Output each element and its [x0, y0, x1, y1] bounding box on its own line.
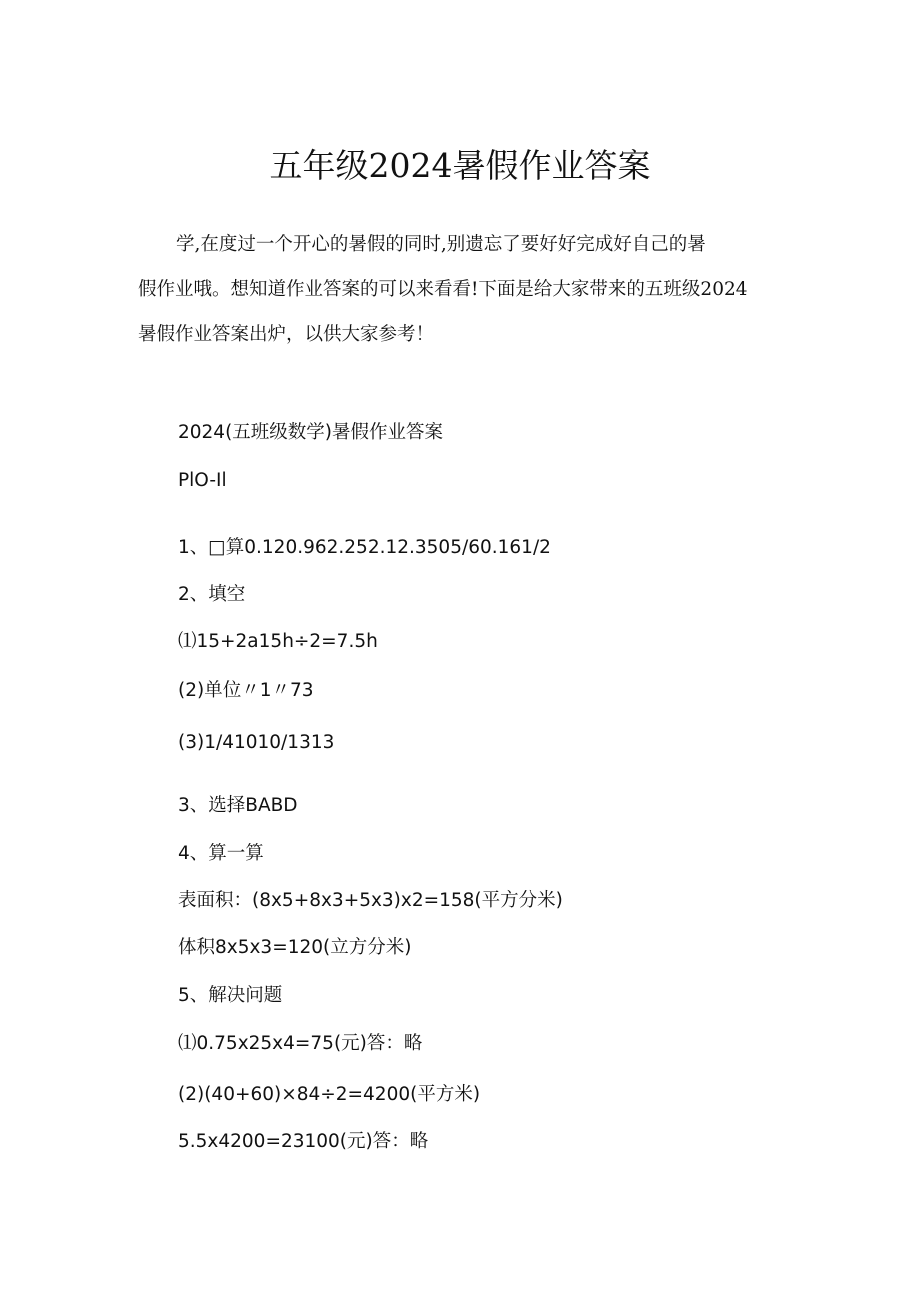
- answer-line: 表面积：(8x5+8x3+5x3)x2=158(平方分米): [178, 890, 563, 911]
- answer-line: 2、填空: [178, 584, 246, 605]
- answer-line: 5.5x4200=23100(元)答：略: [178, 1131, 429, 1152]
- intro-paragraph: [138, 222, 788, 357]
- answer-line: 4、算一算: [178, 843, 264, 864]
- answer-line: 5、解决问题: [178, 985, 283, 1006]
- section-heading: 2024(五班级数学)暑假作业答案: [178, 422, 444, 443]
- answer-line: 1、□算0.120.962.252.12.3505/60.161/2: [178, 537, 551, 558]
- answer-line: ⑴15+2a15h÷2=7.5h: [178, 631, 378, 652]
- answer-line: ⑴0.75x25x4=75(元)答：略: [178, 1033, 423, 1054]
- answer-line: (2)单位〃1〃73: [178, 680, 314, 701]
- intro-line: 学,在度过一个开心的暑假的同时,别遗忘了要好好完成好自己的暑: [176, 234, 706, 255]
- answer-line: (2)(40+60)×84÷2=4200(平方米): [178, 1084, 481, 1105]
- page-range: PlO-Il: [178, 470, 227, 491]
- answer-line: (3)1/41010/1313: [178, 732, 335, 753]
- intro-line: 暑假作业答案出炉，以供大家参考！: [138, 324, 435, 345]
- document-title: 五年级2024暑假作业答案: [269, 146, 651, 185]
- intro-line: 假作业哦。想知道作业答案的可以来看看!下面是给大家带来的五班级2024: [138, 279, 748, 300]
- answer-line: 体积8x5x3=120(立方分米): [178, 937, 412, 958]
- answer-line: 3、选择BABD: [178, 795, 298, 816]
